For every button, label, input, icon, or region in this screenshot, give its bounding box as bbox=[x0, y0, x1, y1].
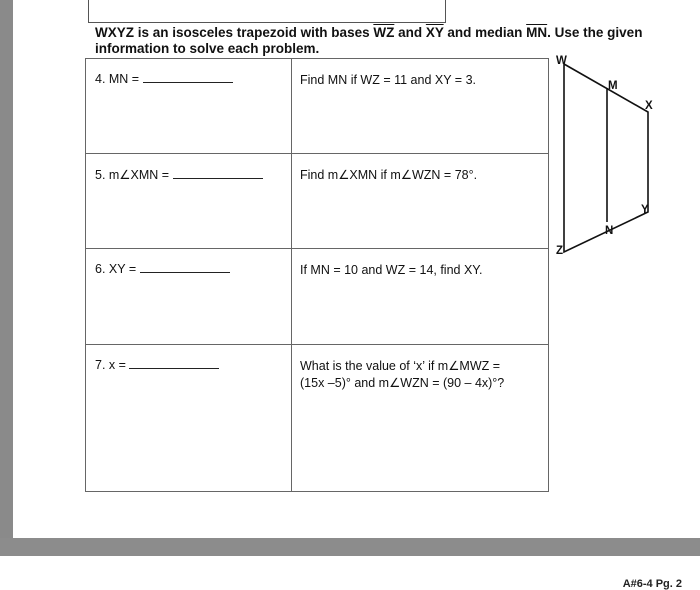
answer-blank[interactable] bbox=[140, 262, 230, 273]
problem-label: 4. MN = bbox=[95, 72, 140, 86]
problem-row bbox=[86, 59, 549, 154]
heading-text-1: WXYZ is an isosceles trapezoid with bases bbox=[95, 25, 374, 40]
problem-row bbox=[86, 154, 549, 249]
vertex-label-n: N bbox=[605, 225, 614, 237]
answer-cell-4[interactable] bbox=[86, 59, 292, 154]
question-cell-6 bbox=[292, 249, 549, 344]
answer-cell-5[interactable] bbox=[86, 154, 292, 249]
left-margin-bar bbox=[0, 0, 13, 540]
trapezoid-shape bbox=[564, 64, 648, 252]
vertex-label-m: M bbox=[608, 80, 618, 92]
problems-table bbox=[85, 58, 549, 492]
problem-row bbox=[86, 249, 549, 344]
question-text: If MN = 10 and WZ = 14, find XY. bbox=[300, 263, 483, 278]
question-cell-7 bbox=[292, 344, 549, 491]
answer-blank[interactable] bbox=[143, 72, 233, 83]
question-text: Find m∠XMN if m∠WZN = 78°. bbox=[300, 168, 478, 183]
answer-cell-6[interactable] bbox=[86, 249, 292, 344]
answer-blank[interactable] bbox=[173, 168, 263, 179]
heading-text-2: and median bbox=[443, 25, 527, 40]
answer-blank[interactable] bbox=[129, 358, 219, 369]
top-box-border bbox=[88, 0, 446, 23]
answer-cell-7[interactable] bbox=[86, 344, 292, 491]
question-cell-4 bbox=[292, 59, 549, 154]
problem-row bbox=[86, 344, 549, 491]
question-text: What is the value of ‘x’ if m∠MWZ = bbox=[300, 358, 501, 373]
bottom-bar bbox=[0, 538, 700, 556]
vertex-label-w: W bbox=[556, 55, 567, 67]
vertex-label-z: Z bbox=[556, 245, 564, 257]
vertex-label-x: X bbox=[645, 100, 653, 112]
heading-text-3: . Use the given bbox=[547, 25, 643, 40]
question-cell-5 bbox=[292, 154, 549, 249]
vertex-label-y: Y bbox=[641, 204, 649, 216]
segment-xy: $\overline{XY}$ bbox=[425, 25, 444, 40]
problem-label: 5. m∠XMN = bbox=[95, 168, 170, 183]
question-text: (15x –5)° and m∠WZN = (90 – 4x)°? bbox=[300, 375, 505, 390]
trapezoid-diagram bbox=[552, 52, 672, 277]
segment-mn: $\overline{MN}$ bbox=[526, 25, 548, 40]
heading-line-2: information to solve each problem. bbox=[95, 41, 320, 56]
page-footer: A#6-4 Pg. 2 bbox=[622, 578, 682, 590]
heading-and: and bbox=[394, 25, 426, 40]
question-text: Find MN if WZ = 11 and XY = 3. bbox=[300, 73, 477, 87]
segment-wz: $\overline{WZ}$ bbox=[373, 25, 395, 40]
problem-label: 7. x = bbox=[95, 357, 126, 372]
problem-label: 6. XY = bbox=[95, 262, 137, 277]
